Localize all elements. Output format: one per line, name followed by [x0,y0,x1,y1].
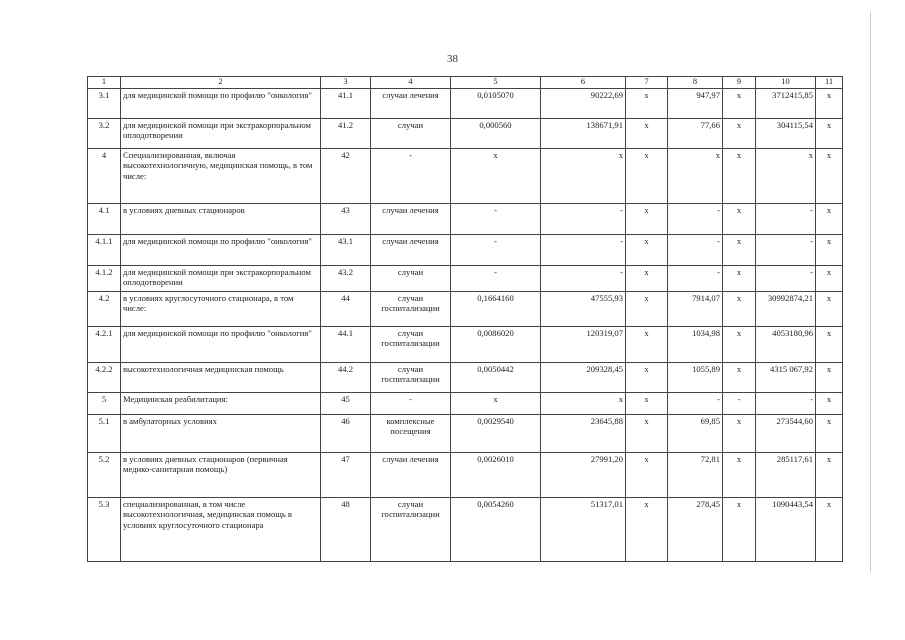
row-code-cell: 43.1 [321,234,371,265]
row-value-cell: x [816,362,843,392]
row-unit-cell: случаи госпитализации [371,291,451,326]
row-unit-cell: случаи лечения [371,203,451,234]
row-value-cell: x [723,497,756,561]
row-value-cell: x [816,265,843,291]
row-value-cell: 1055,89 [668,362,723,392]
row-code-cell: 44 [321,291,371,326]
row-value-cell: x [626,265,668,291]
row-number-cell: 4.1 [88,203,121,234]
row-unit-cell: случаи [371,265,451,291]
row-name-cell: для медицинской помощи по профилю "онкология" [121,326,321,362]
row-value-cell: 47555,93 [541,291,626,326]
row-value-cell: x [723,362,756,392]
row-value-cell: 0,0029540 [451,414,541,452]
row-value-cell: x [626,392,668,414]
row-value-cell: x [816,291,843,326]
row-value-cell: 947,97 [668,88,723,118]
row-value-cell: x [756,148,816,203]
row-value-cell: 278,45 [668,497,723,561]
row-value-cell: x [816,452,843,497]
table-row [88,265,843,291]
row-value-cell: - [541,234,626,265]
row-value-cell: x [668,148,723,203]
row-value-cell: 304115,54 [756,118,816,148]
row-value-cell: - [668,392,723,414]
row-name-cell: для медицинской помощи при экстракорпоральном оплодотворении [121,265,321,291]
row-number-cell: 5.2 [88,452,121,497]
row-value-cell: 3712415,85 [756,88,816,118]
row-unit-cell: случаи лечения [371,88,451,118]
row-value-cell: 120319,07 [541,326,626,362]
row-value-cell: x [816,414,843,452]
row-unit-cell: случаи госпитализации [371,497,451,561]
row-code-cell: 43.2 [321,265,371,291]
header-cell: 1 [88,77,121,89]
row-value-cell: x [816,203,843,234]
row-code-cell: 42 [321,148,371,203]
table-row [88,88,843,118]
row-value-cell: 209328,45 [541,362,626,392]
row-value-cell: x [723,265,756,291]
row-value-cell: 51317,01 [541,497,626,561]
row-name-cell: Медицинская реабилитация: [121,392,321,414]
row-value-cell: x [451,148,541,203]
row-value-cell: - [451,265,541,291]
row-unit-cell: случаи лечения [371,452,451,497]
row-code-cell: 43 [321,203,371,234]
table-row [88,234,843,265]
row-value-cell: - [541,203,626,234]
row-value-cell: x [816,234,843,265]
row-value-cell: x [723,452,756,497]
header-cell: 7 [626,77,668,89]
header-cell: 9 [723,77,756,89]
row-value-cell: - [541,265,626,291]
row-number-cell: 5.3 [88,497,121,561]
row-code-cell: 45 [321,392,371,414]
row-value-cell: 285117,61 [756,452,816,497]
row-value-cell: x [451,392,541,414]
row-value-cell: 138671,91 [541,118,626,148]
header-cell: 10 [756,77,816,89]
row-value-cell: 7914,07 [668,291,723,326]
row-value-cell: x [723,291,756,326]
header-cell: 4 [371,77,451,89]
row-value-cell: 0,0050442 [451,362,541,392]
row-value-cell: x [626,362,668,392]
row-value-cell: 0,1664160 [451,291,541,326]
row-value-cell: - [451,234,541,265]
row-value-cell: 273544,60 [756,414,816,452]
row-number-cell: 4.2.1 [88,326,121,362]
row-value-cell: x [723,118,756,148]
row-value-cell: - [723,392,756,414]
row-value-cell: 0,0054260 [451,497,541,561]
row-value-cell: x [541,148,626,203]
header-row [88,77,843,89]
row-value-cell: x [723,234,756,265]
row-value-cell: x [723,203,756,234]
row-unit-cell: - [371,148,451,203]
row-number-cell: 3.2 [88,118,121,148]
row-value-cell: 0,0026010 [451,452,541,497]
header-cell: 6 [541,77,626,89]
table-row [88,414,843,452]
header-cell: 8 [668,77,723,89]
row-code-cell: 41.2 [321,118,371,148]
row-value-cell: - [756,265,816,291]
row-number-cell: 3.1 [88,88,121,118]
row-code-cell: 47 [321,452,371,497]
row-value-cell: x [626,452,668,497]
row-code-cell: 46 [321,414,371,452]
header-cell: 2 [121,77,321,89]
row-value-cell: x [626,414,668,452]
scan-edge-mark [870,12,871,572]
table-row [88,362,843,392]
row-value-cell: x [626,203,668,234]
row-value-cell: 4053180,96 [756,326,816,362]
row-value-cell: - [756,392,816,414]
row-unit-cell: комплексные посещения [371,414,451,452]
row-name-cell: в условиях дневных стационаров (первичная медико-санитарная помощь) [121,452,321,497]
row-code-cell: 48 [321,497,371,561]
row-name-cell: в условиях круглосуточного стационара, в том числе: [121,291,321,326]
row-value-cell: x [816,88,843,118]
row-number-cell: 4 [88,148,121,203]
row-value-cell: 0,0086020 [451,326,541,362]
row-value-cell: - [451,203,541,234]
row-unit-cell: случаи госпитализации [371,326,451,362]
row-number-cell: 4.1.2 [88,265,121,291]
row-value-cell: 0,000560 [451,118,541,148]
row-value-cell: x [626,234,668,265]
row-value-cell: - [756,234,816,265]
table-row [88,118,843,148]
row-number-cell: 4.1.1 [88,234,121,265]
row-value-cell: 4315 067,92 [756,362,816,392]
row-value-cell: x [723,148,756,203]
row-value-cell: x [816,118,843,148]
row-value-cell: x [626,497,668,561]
row-value-cell: x [626,88,668,118]
row-value-cell: x [626,118,668,148]
row-value-cell: 90222,69 [541,88,626,118]
table-body [88,77,843,562]
table-row [88,326,843,362]
table-row [88,452,843,497]
row-value-cell: x [723,88,756,118]
row-value-cell: x [626,291,668,326]
table-row [88,203,843,234]
row-unit-cell: - [371,392,451,414]
row-value-cell: 30992874,21 [756,291,816,326]
row-value-cell: 77,66 [668,118,723,148]
row-code-cell: 44.1 [321,326,371,362]
table-row [88,291,843,326]
row-number-cell: 5 [88,392,121,414]
row-value-cell: - [668,234,723,265]
row-value-cell: x [816,392,843,414]
row-name-cell: в условиях дневных стационаров [121,203,321,234]
row-number-cell: 5.1 [88,414,121,452]
row-value-cell: x [626,326,668,362]
row-value-cell: x [816,148,843,203]
row-name-cell: специализированная, в том числе высокотехнологичная, медицинская помощь в условиях круглосуточного стационара [121,497,321,561]
row-value-cell: 1034,98 [668,326,723,362]
row-unit-cell: случаи лечения [371,234,451,265]
row-name-cell: для медицинской помощи по профилю "онкология" [121,88,321,118]
row-code-cell: 44.2 [321,362,371,392]
row-value-cell: - [668,203,723,234]
row-number-cell: 4.2.2 [88,362,121,392]
row-value-cell: x [723,326,756,362]
row-name-cell: для медицинской помощи по профилю "онкология" [121,234,321,265]
row-value-cell: x [816,326,843,362]
table-row [88,392,843,414]
row-value-cell: 27991,20 [541,452,626,497]
row-unit-cell: случаи госпитализации [371,362,451,392]
row-value-cell: 72,81 [668,452,723,497]
row-value-cell: - [668,265,723,291]
row-name-cell: для медицинской помощи при экстракорпоральном оплодотворении [121,118,321,148]
row-value-cell: - [756,203,816,234]
table-row [88,497,843,561]
row-name-cell: в амбулаторных условиях [121,414,321,452]
row-name-cell: Специализированная, включая высокотехнологичную, медицинская помощь, в том числе: [121,148,321,203]
row-value-cell: x [816,497,843,561]
row-name-cell: высокотехнологичная медицинская помощь [121,362,321,392]
header-cell: 3 [321,77,371,89]
header-cell: 5 [451,77,541,89]
page-number: 38 [447,53,458,65]
row-unit-cell: случаи [371,118,451,148]
table-row [88,148,843,203]
header-cell: 11 [816,77,843,89]
row-number-cell: 4.2 [88,291,121,326]
row-value-cell: x [541,392,626,414]
row-value-cell: 1090443,54 [756,497,816,561]
row-value-cell: 23645,88 [541,414,626,452]
row-code-cell: 41.1 [321,88,371,118]
row-value-cell: x [626,148,668,203]
row-value-cell: 0,0105070 [451,88,541,118]
row-value-cell: 69,85 [668,414,723,452]
row-value-cell: x [723,414,756,452]
data-table [87,76,843,562]
